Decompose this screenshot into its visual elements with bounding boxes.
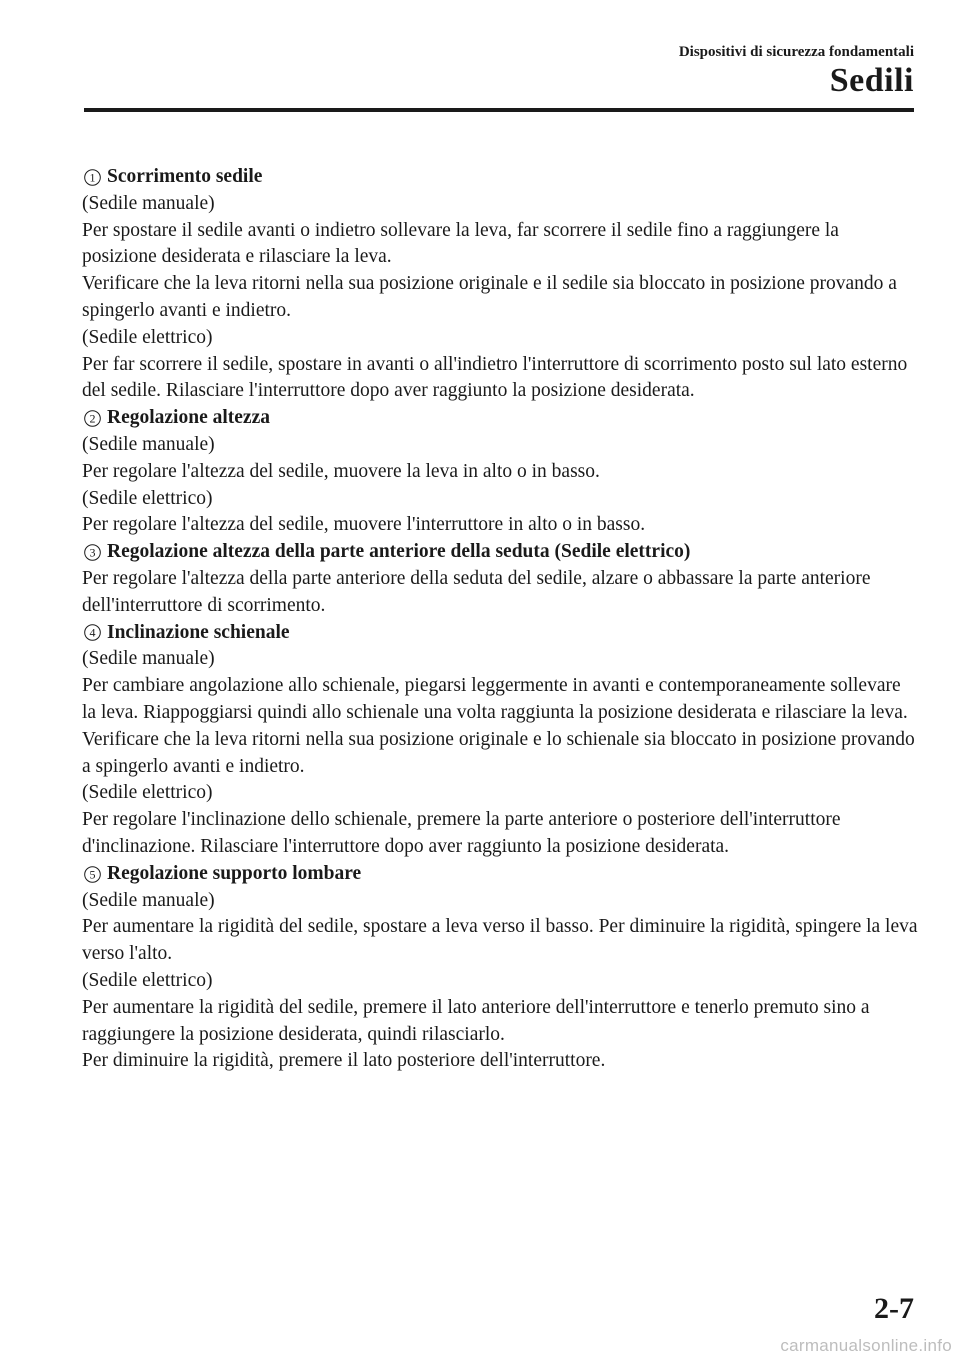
paragraph: Per far scorrere il sedile, spostare in avanti o all'indietro l'interruttore di scorrimento posto sul lato esterno del sedile. Rilasciare l'interruttore dopo aver raggiunto la posizione desiderata. [82, 353, 908, 402]
section-heading-1 [82, 164, 918, 191]
paragraph: (Sedile manuale) [82, 433, 215, 455]
section-title: Dispositivi di sicurezza fondamentali [678, 44, 914, 60]
page-title: Sedili [829, 62, 914, 99]
paragraph: (Sedile elettrico) [82, 326, 213, 348]
svg-text:5: 5 [89, 867, 96, 882]
circled-number-icon [84, 544, 101, 561]
header-divider [84, 108, 914, 112]
paragraph: (Sedile elettrico) [82, 969, 213, 991]
svg-text:4: 4 [89, 625, 96, 640]
paragraph: Per regolare l'altezza del sedile, muovere la leva in alto o in basso. [82, 460, 600, 482]
circled-number-icon [84, 410, 101, 427]
paragraph: Per diminuire la rigidità, premere il lato posteriore dell'interruttore. [82, 1050, 606, 1072]
paragraph: Verificare che la leva ritorni nella sua posizione originale e il sedile sia bloccato in posizione provando a spingerlo avanti e indietro. [82, 273, 897, 321]
document-body [82, 164, 918, 1075]
paragraph: (Sedile elettrico) [82, 487, 213, 509]
heading-text: Scorrimento sedile [107, 166, 263, 187]
paragraph: Per regolare l'inclinazione dello schienale, premere la parte anteriore o posteriore dell'interruttore d'inclinazione. Rilasciare l'interruttore dopo aver raggiunto la posizione desiderata. [82, 809, 841, 857]
heading-text: Inclinazione schienale [107, 621, 290, 643]
paragraph: Per regolare l'altezza del sedile, muovere l'interruttore in alto o in basso. [82, 514, 646, 536]
watermark: carmanualsonline.info [780, 1336, 952, 1355]
paragraph: Per regolare l'altezza della parte anteriore della seduta del sedile, alzare o abbassare la parte anteriore dell'interruttore di scorrimento. [82, 567, 871, 616]
page-number: 2-7 [874, 1292, 914, 1325]
svg-text:1: 1 [89, 170, 96, 185]
circled-number-icon [84, 169, 101, 186]
heading-text: Regolazione supporto lombare [107, 862, 362, 884]
paragraph: (Sedile elettrico) [82, 782, 213, 804]
circled-number-icon [84, 866, 101, 883]
section-heading-5 [82, 861, 918, 888]
paragraph: (Sedile manuale) [82, 648, 215, 670]
heading-text: Regolazione altezza [107, 407, 270, 429]
paragraph: (Sedile manuale) [82, 889, 215, 911]
section-heading-2 [82, 405, 918, 432]
paragraph: Per spostare il sedile avanti o indietro sollevare la leva, far scorrere il sedile fino a raggiungere la posizione desiderata e rilasciare la leva. [82, 219, 839, 268]
paragraph: Per aumentare la rigidità del sedile, premere il lato anteriore dell'interruttore e tenerlo premuto sino a raggiungere la posizione desiderata, quindi rilasciarlo. [82, 996, 870, 1045]
paragraph: (Sedile manuale) [82, 192, 215, 214]
svg-text:3: 3 [89, 545, 96, 560]
section-heading-3 [82, 539, 918, 566]
svg-text:2: 2 [89, 411, 96, 426]
heading-text: Regolazione altezza della parte anteriore della seduta (Sedile elettrico) [107, 541, 691, 563]
paragraph: Per aumentare la rigidità del sedile, spostare a leva verso il basso. Per diminuire la rigidità, spingere la leva verso l'alto. [82, 916, 918, 965]
circled-number-icon [84, 624, 101, 641]
paragraph: Per cambiare angolazione allo schienale, piegarsi leggermente in avanti e contemporaneamente sollevare la leva. Riappoggiarsi quindi allo schienale una volta raggiunta la posizione desiderata e rilasciare la leva. [82, 675, 908, 723]
section-heading-4 [82, 620, 918, 647]
paragraph: Verificare che la leva ritorni nella sua posizione originale e lo schienale sia bloccato in posizione provando a spingerlo avanti e indietro. [82, 728, 915, 777]
